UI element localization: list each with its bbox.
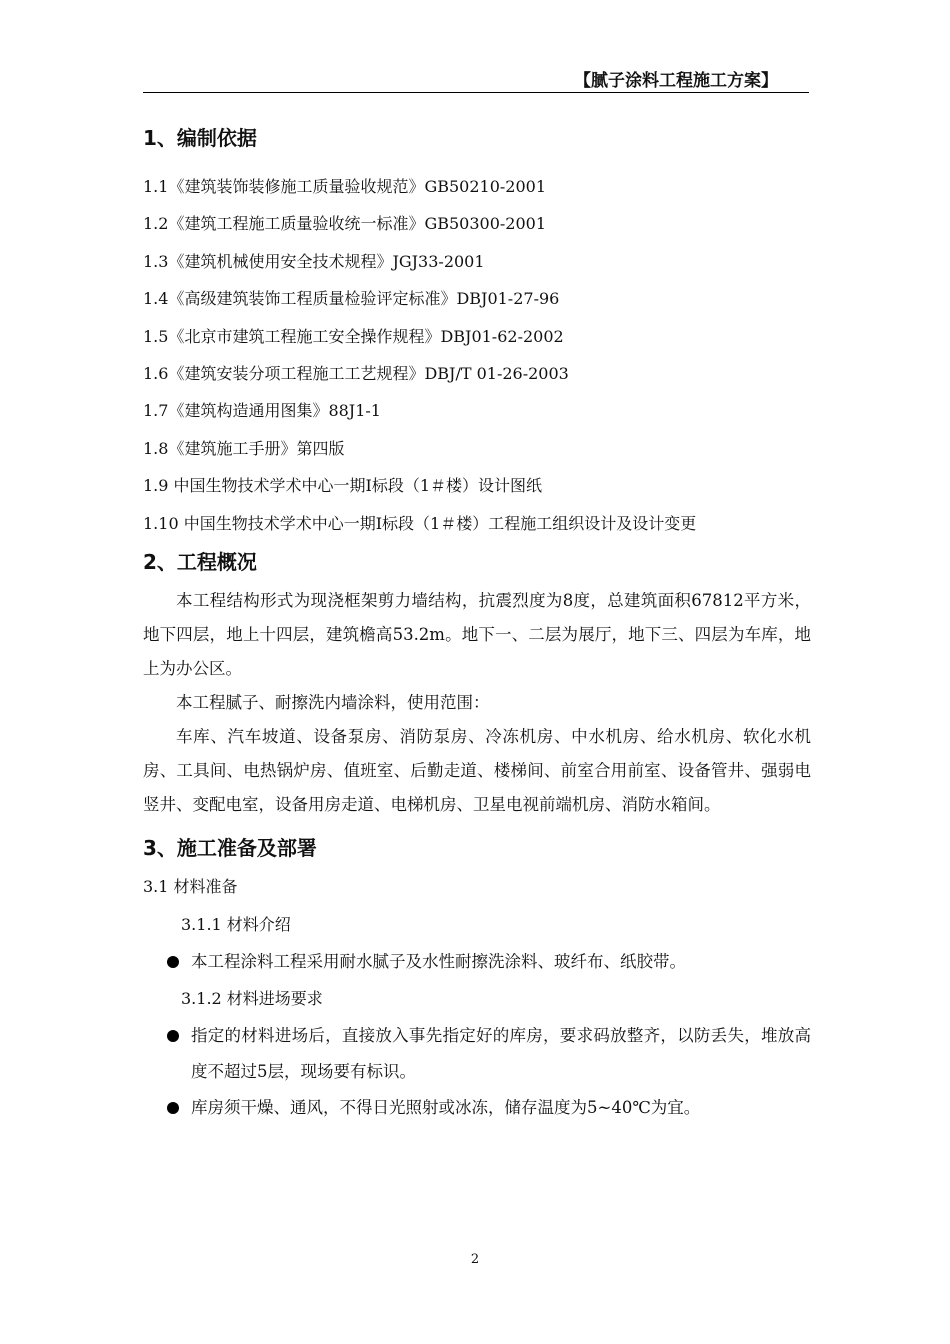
document-body <box>143 116 811 1126</box>
reference-item: 1.8《建筑施工手册》第四版 <box>143 438 345 458</box>
reference-item: 1.10 中国生物技术学术中心一期Ⅰ标段（1＃楼）工程施工组织设计及设计变更 <box>143 513 697 533</box>
section-heading-basis: 1、编制依据 <box>143 126 257 150</box>
subsection-heading-materials: 3.1 材料准备 <box>143 876 238 896</box>
reference-item: 1.9 中国生物技术学术中心一期Ⅰ标段（1＃楼）设计图纸 <box>143 476 543 496</box>
reference-item: 1.7《建筑构造通用图集》88J1-1 <box>143 401 381 421</box>
reference-list <box>143 168 811 542</box>
subsubsection-heading-material-entry: 3.1.2 材料进场要求 <box>181 988 323 1008</box>
header-divider <box>143 92 809 93</box>
reference-item: 1.5《北京市建筑工程施工安全操作规程》DBJ01-62-2002 <box>143 326 564 346</box>
bullet-item <box>143 944 811 980</box>
reference-item: 1.6《建筑安装分项工程施工工艺规程》DBJ/T 01-26-2003 <box>143 363 569 383</box>
bullet-text: 库房须干燥、通风，不得日光照射或冰冻，储存温度为5~40℃为宜。 <box>191 1097 701 1117</box>
bullet-dot-icon <box>167 956 179 968</box>
document-header-title: 【腻子涂料工程施工方案】 <box>574 71 778 91</box>
bullet-text: 本工程涂料工程采用耐水腻子及水性耐擦洗涂料、玻纤布、纸胶带。 <box>191 951 686 971</box>
overview-paragraph: 本工程结构形式为现浇框架剪力墙结构，抗震烈度为8度，总建筑面积67812平方米，地下四层，地上十四层，建筑檐高53.2m。地下一、二层为展厅，地下三、四层为车库，地上为办公区。 <box>143 590 811 678</box>
bullet-dot-icon <box>167 1102 179 1114</box>
reference-item: 1.1《建筑装饰装修施工质量验收规范》GB50210-2001 <box>143 177 547 196</box>
scope-list-paragraph: 车库、汽车坡道、设备泵房、消防泵房、冷冻机房、中水机房、给水机房、软化水机房、工具间、电热锅炉房、值班室、后勤走道、楼梯间、前室合用前室、设备管井、强弱电竖井、变配电室，设备用房走道、电梯机房、卫星电视前端机房、消防水箱间。 <box>143 726 811 814</box>
reference-item: 1.3《建筑机械使用安全技术规程》JGJ33-2001 <box>143 251 485 271</box>
bullet-text: 指定的材料进场后，直接放入事先指定好的库房，要求码放整齐，以防丢失，堆放高度不超过5层，现场要有标识。 <box>191 1025 811 1081</box>
section-heading-overview: 2、工程概况 <box>143 549 257 574</box>
subsubsection-heading-material-intro: 3.1.1 材料介绍 <box>181 914 291 934</box>
bullet-item <box>143 1018 811 1090</box>
page-number: 2 <box>470 1252 480 1267</box>
reference-item: 1.2《建筑工程施工质量验收统一标准》GB50300-2001 <box>143 214 547 234</box>
section-heading-preparation: 3、施工准备及部署 <box>143 835 317 860</box>
bullet-item <box>143 1090 811 1126</box>
scope-intro-paragraph: 本工程腻子、耐擦洗内墙涂料，使用范围： <box>176 692 490 712</box>
reference-item: 1.4《高级建筑装饰工程质量检验评定标准》DBJ01-27-96 <box>143 289 560 309</box>
bullet-dot-icon <box>167 1030 179 1042</box>
